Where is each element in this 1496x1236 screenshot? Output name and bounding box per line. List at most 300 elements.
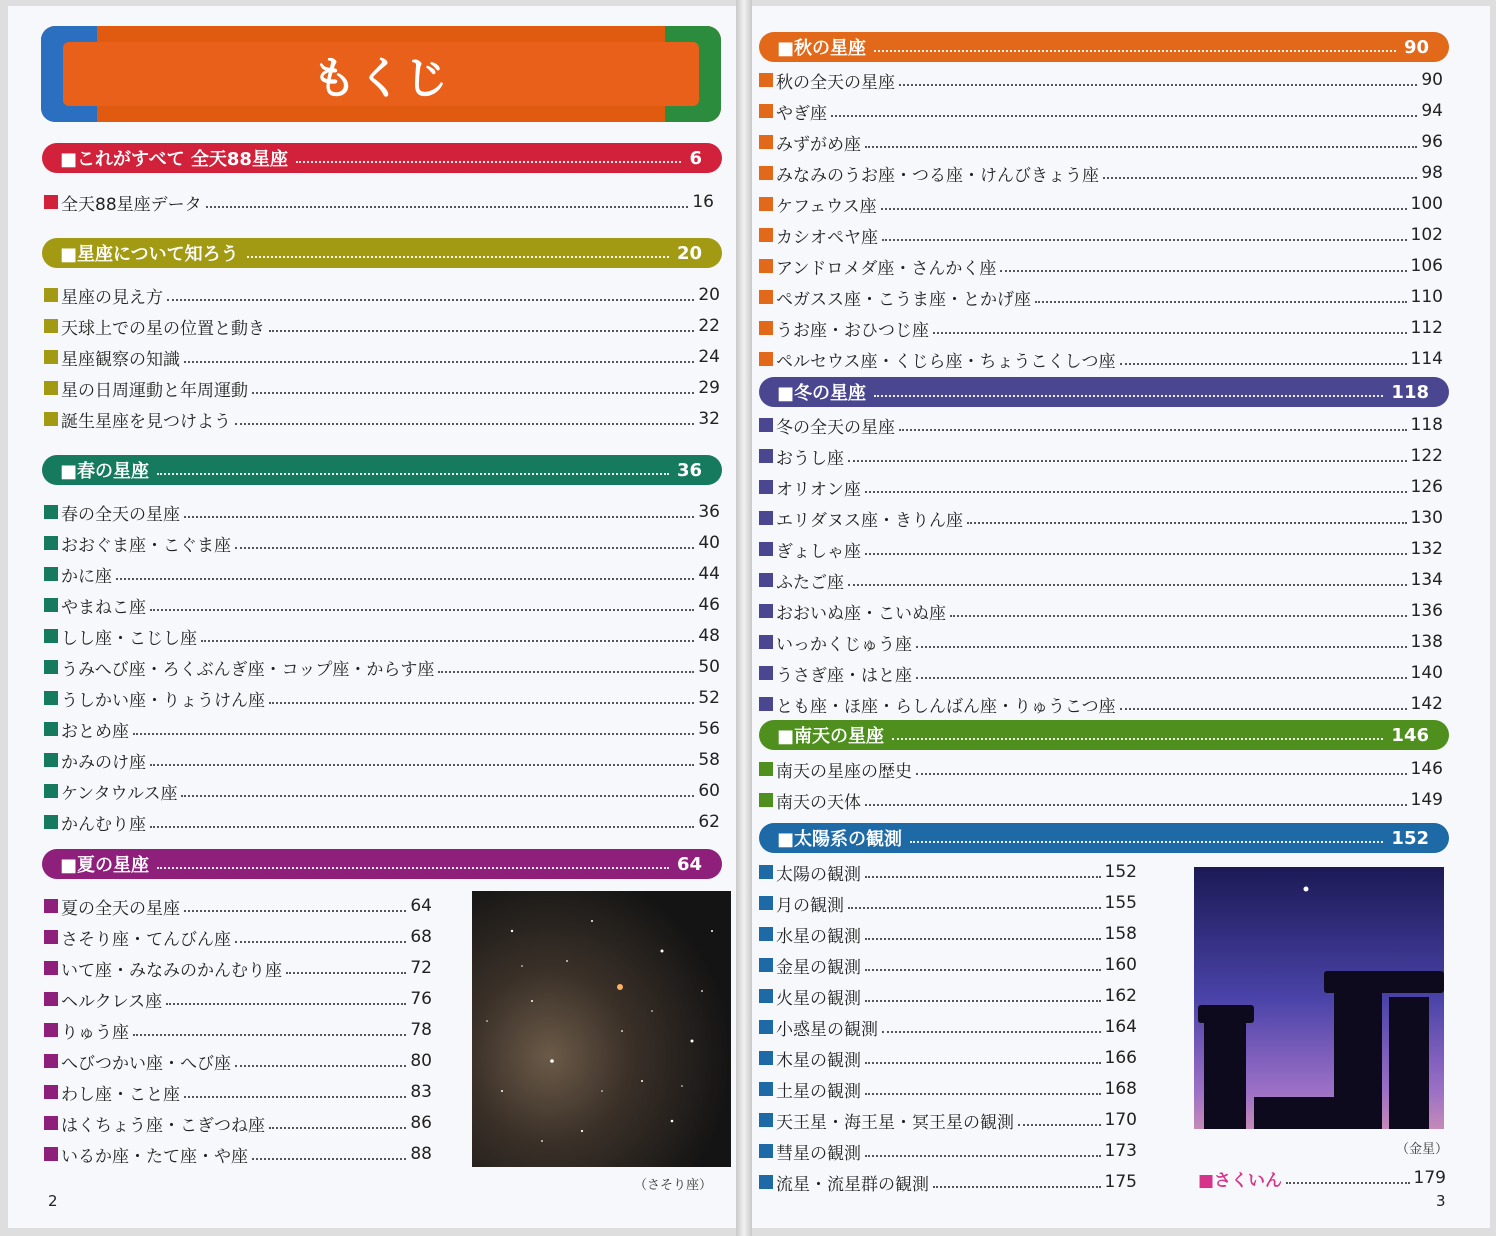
entry-page: 100 [1410, 194, 1443, 214]
leader-dots [1120, 708, 1407, 710]
entry-label: かに座 [61, 566, 112, 587]
bullet-square [759, 958, 773, 972]
entry-label: うお座・おひつじ座 [776, 320, 929, 341]
toc-entry[interactable] [759, 1168, 1137, 1196]
leader-dots [874, 50, 1396, 52]
bullet-square [759, 135, 773, 149]
toc-entry[interactable] [44, 1140, 432, 1168]
entry-page: 155 [1104, 893, 1137, 913]
bullet-square [44, 195, 58, 209]
entry-label: はくちょう座・こぎつね座 [61, 1115, 265, 1136]
toc-entry[interactable] [44, 312, 720, 340]
entry-page: 175 [1104, 1172, 1137, 1192]
bullet-square [44, 505, 58, 519]
entry-page: 32 [698, 409, 720, 429]
entry-label: おおぐま座・こぐま座 [61, 535, 231, 556]
bullet-square [759, 73, 773, 87]
leader-dots [865, 146, 1417, 148]
toc-entry[interactable] [759, 566, 1443, 594]
toc-entry[interactable] [44, 923, 432, 951]
entry-page: 162 [1104, 986, 1137, 1006]
bullet-square [44, 319, 58, 333]
leader-dots [1120, 363, 1407, 365]
entry-label: やぎ座 [776, 103, 827, 124]
entry-label: おうし座 [776, 448, 844, 469]
bullet-square [759, 259, 773, 273]
toc-entry[interactable] [44, 281, 720, 309]
bullet-square [759, 896, 773, 910]
entry-label: 全天88星座データ [61, 194, 202, 215]
toc-entry[interactable] [759, 659, 1443, 687]
entry-page: 48 [698, 626, 720, 646]
right-page [752, 6, 1490, 1228]
bullet-square [759, 228, 773, 242]
leader-dots [235, 423, 694, 425]
section-label: ■太陽系の観測 [777, 829, 903, 850]
bullet-square [44, 1023, 58, 1037]
bullet-square [44, 536, 58, 550]
bullet-square [44, 722, 58, 736]
entry-page: 164 [1104, 1017, 1137, 1037]
leader-dots [865, 1000, 1101, 1002]
entry-page: 86 [410, 1113, 432, 1133]
entry-label: 冬の全天の星座 [776, 417, 895, 438]
entry-page: 173 [1104, 1141, 1137, 1161]
toc-entry[interactable] [44, 188, 714, 216]
leader-dots [157, 867, 669, 869]
bullet-square [759, 1051, 773, 1065]
leader-dots [882, 1031, 1101, 1033]
entry-page: 166 [1104, 1048, 1137, 1068]
toc-entry[interactable] [759, 889, 1137, 917]
leader-dots [881, 208, 1407, 210]
bullet-square [44, 1054, 58, 1068]
leader-dots [184, 361, 694, 363]
entry-label: わし座・こと座 [61, 1084, 180, 1105]
entry-label: うしかい座・りょうけん座 [61, 690, 265, 711]
entry-page: 138 [1410, 632, 1443, 652]
entry-page: 94 [1421, 101, 1443, 121]
entry-page: 122 [1410, 446, 1443, 466]
entry-label: 春の全天の星座 [61, 504, 180, 525]
entry-label: 星の日周運動と年周運動 [61, 380, 248, 401]
entry-page: 44 [698, 564, 720, 584]
toc-entry[interactable] [44, 529, 720, 557]
leader-dots [133, 733, 694, 735]
entry-page: 149 [1410, 790, 1443, 810]
leader-dots [206, 206, 689, 208]
section-label: ■冬の星座 [777, 383, 867, 404]
toc-entry[interactable] [759, 755, 1443, 783]
leader-dots [269, 702, 694, 704]
leader-dots [252, 1158, 406, 1160]
toc-entry[interactable] [44, 954, 432, 982]
bullet-square [759, 290, 773, 304]
entry-label: 星座の見え方 [61, 287, 163, 308]
toc-entry[interactable] [759, 597, 1443, 625]
entry-label: ケンタウルス座 [61, 783, 178, 804]
toc-entry[interactable] [44, 622, 720, 650]
bullet-square [44, 350, 58, 364]
entry-label: へびつかい座・へび座 [61, 1053, 231, 1074]
leader-dots [157, 473, 669, 475]
leader-dots [150, 826, 694, 828]
bullet-square [759, 480, 773, 494]
entry-page: 146 [1410, 759, 1443, 779]
toc-entry[interactable] [759, 951, 1137, 979]
bullet-square [759, 1113, 773, 1127]
entry-page: 36 [698, 502, 720, 522]
leader-dots [1018, 1124, 1101, 1126]
leader-dots [167, 299, 694, 301]
toc-entry[interactable] [759, 1137, 1137, 1165]
leader-dots [1286, 1182, 1409, 1184]
bullet-square [44, 961, 58, 975]
entry-label: ぎょしゃ座 [776, 541, 861, 562]
entry-label: 秋の全天の星座 [776, 72, 895, 93]
entry-page: 136 [1410, 601, 1443, 621]
leader-dots [865, 1062, 1101, 1064]
entry-page: 52 [698, 688, 720, 708]
entry-label: いっかくじゅう座 [776, 634, 912, 655]
toc-entry[interactable] [759, 252, 1443, 280]
toc-entry[interactable] [759, 190, 1443, 218]
toc-entry[interactable] [44, 777, 720, 805]
entry-page: 16 [692, 192, 714, 212]
leader-dots [201, 640, 694, 642]
section-page: 36 [676, 459, 702, 481]
entry-label: 金星の観測 [776, 957, 861, 978]
entry-page: 106 [1410, 256, 1443, 276]
toc-entry[interactable] [759, 442, 1443, 470]
toc-entry[interactable] [759, 97, 1443, 125]
section-page: 152 [1391, 827, 1429, 849]
leader-dots [865, 1093, 1101, 1095]
leader-dots [865, 1155, 1101, 1157]
bullet-square [44, 753, 58, 767]
toc-entry[interactable] [759, 66, 1443, 94]
entry-page: 102 [1410, 225, 1443, 245]
entry-label: 太陽の観測 [776, 864, 861, 885]
scorpius-photo [472, 891, 731, 1167]
entry-label: とも座・ほ座・らしんばん座・りゅうこつ座 [776, 696, 1116, 717]
bullet-square [759, 927, 773, 941]
section-header[interactable] [759, 720, 1449, 750]
entry-page: 72 [410, 958, 432, 978]
entry-page: 46 [698, 595, 720, 615]
toc-entry[interactable] [44, 1109, 432, 1137]
bullet-square [759, 449, 773, 463]
entry-label: さそり座・てんびん座 [61, 929, 231, 950]
bullet-square [44, 288, 58, 302]
left-page [8, 6, 736, 1228]
toc-entry[interactable] [44, 892, 432, 920]
page-number: 3 [1436, 1192, 1446, 1210]
toc-entry[interactable] [44, 498, 720, 526]
leader-dots [150, 609, 694, 611]
venus-photo [1194, 867, 1444, 1129]
leader-dots [184, 516, 694, 518]
leader-dots [150, 764, 694, 766]
entry-page: 114 [1410, 349, 1443, 369]
toc-entry[interactable] [759, 1106, 1137, 1134]
bullet-square [759, 166, 773, 180]
entry-page: 24 [698, 347, 720, 367]
bullet-square [759, 542, 773, 556]
toc-entry[interactable] [44, 985, 432, 1013]
bullet-square [44, 930, 58, 944]
entry-label: 星座観察の知識 [61, 349, 180, 370]
entry-page: 22 [698, 316, 720, 336]
entry-page: 60 [698, 781, 720, 801]
bullet-square [44, 784, 58, 798]
entry-label: かみのけ座 [61, 752, 146, 773]
section-header[interactable] [759, 377, 1449, 407]
section-label: ■これがすべて 全天88星座 [60, 149, 288, 170]
toc-entry[interactable] [759, 1044, 1137, 1072]
entry-label: しし座・こじし座 [61, 628, 197, 649]
toc-entry[interactable] [759, 982, 1137, 1010]
entry-label: いるか座・たて座・や座 [61, 1146, 248, 1167]
entry-label: うさぎ座・はと座 [776, 665, 912, 686]
leader-dots [874, 395, 1383, 397]
bullet-square [759, 1144, 773, 1158]
bullet-square [759, 321, 773, 335]
leader-dots [916, 646, 1407, 648]
leader-dots [933, 332, 1407, 334]
entry-label: 木星の観測 [776, 1050, 861, 1071]
entry-label: 誕生星座を見つけよう [61, 411, 231, 432]
toc-entry[interactable] [759, 221, 1443, 249]
entry-page: 90 [1421, 70, 1443, 90]
leader-dots [916, 677, 1407, 679]
leader-dots [116, 578, 694, 580]
toc-entry[interactable] [44, 560, 720, 588]
leader-dots [848, 460, 1407, 462]
leader-dots [950, 615, 1407, 617]
entry-page: 62 [698, 812, 720, 832]
toc-entry[interactable] [759, 159, 1443, 187]
entry-label: いて座・みなみのかんむり座 [61, 960, 282, 981]
section-header[interactable] [42, 849, 722, 879]
bullet-square [44, 992, 58, 1006]
toc-entry[interactable] [44, 1078, 432, 1106]
page-number: 2 [48, 1192, 58, 1210]
bullet-square [44, 691, 58, 705]
leader-dots [848, 907, 1101, 909]
index-label: ■さくいん [1198, 1170, 1283, 1191]
bullet-square [44, 660, 58, 674]
toc-entry[interactable] [44, 374, 720, 402]
section-header[interactable] [42, 455, 722, 485]
section-label: ■夏の星座 [60, 855, 150, 876]
section-header[interactable] [42, 143, 722, 173]
toc-entry[interactable] [44, 746, 720, 774]
entry-label: みなみのうお座・つる座・けんびきょう座 [776, 165, 1099, 186]
entry-label: 水星の観測 [776, 926, 861, 947]
entry-label: ふたご座 [776, 572, 844, 593]
entry-page: 20 [698, 285, 720, 305]
leader-dots [831, 115, 1417, 117]
entry-label: やまねこ座 [61, 597, 146, 618]
leader-dots [269, 1127, 406, 1129]
entry-label: 土星の観測 [776, 1081, 861, 1102]
leader-dots [438, 671, 694, 673]
entry-page: 78 [410, 1020, 432, 1040]
entry-page: 80 [410, 1051, 432, 1071]
index-entry[interactable] [1198, 1164, 1446, 1192]
leader-dots [1103, 177, 1417, 179]
section-label: ■春の星座 [60, 461, 150, 482]
toc-entry[interactable] [44, 715, 720, 743]
toc-entry[interactable] [759, 345, 1443, 373]
toc-entry[interactable] [759, 504, 1443, 532]
entry-label: うみへび座・ろくぶんぎ座・コップ座・からす座 [61, 659, 435, 680]
toc-entry[interactable] [44, 1016, 432, 1044]
leader-dots [892, 738, 1383, 740]
toc-entry[interactable] [44, 405, 720, 433]
page-title: もくじ [312, 53, 450, 104]
bullet-square [759, 418, 773, 432]
bullet-square [44, 1147, 58, 1161]
toc-entry[interactable] [759, 1013, 1137, 1041]
toc-entry[interactable] [759, 920, 1137, 948]
index-page: 179 [1413, 1168, 1446, 1188]
entry-page: 140 [1410, 663, 1443, 683]
section-page: 146 [1391, 724, 1429, 746]
bullet-square [44, 815, 58, 829]
bullet-square [759, 635, 773, 649]
toc-entry[interactable] [759, 690, 1443, 718]
bullet-square [759, 666, 773, 680]
entry-page: 96 [1421, 132, 1443, 152]
leader-dots [235, 941, 406, 943]
toc-entry[interactable] [44, 343, 720, 371]
entry-label: 南天の天体 [776, 792, 861, 813]
toc-entry[interactable] [759, 858, 1137, 886]
bullet-square [759, 197, 773, 211]
toc-entry[interactable] [44, 1047, 432, 1075]
leader-dots [252, 392, 694, 394]
photo-caption: （さそり座） [634, 1178, 713, 1193]
toc-entry[interactable] [759, 314, 1443, 342]
toc-entry[interactable] [759, 1075, 1137, 1103]
toc-entry[interactable] [759, 628, 1443, 656]
entry-label: ヘルクレス座 [61, 991, 163, 1012]
toc-entry[interactable] [44, 653, 720, 681]
toc-entry[interactable] [759, 473, 1443, 501]
toc-entry[interactable] [759, 411, 1443, 439]
entry-page: 132 [1410, 539, 1443, 559]
bullet-square [759, 352, 773, 366]
leader-dots [181, 795, 694, 797]
entry-label: 小惑星の観測 [776, 1019, 878, 1040]
leader-dots [865, 969, 1101, 971]
entry-page: 112 [1410, 318, 1443, 338]
leader-dots [899, 84, 1417, 86]
section-label: ■南天の星座 [777, 726, 885, 747]
leader-dots [882, 239, 1407, 241]
bullet-square [44, 899, 58, 913]
bullet-square [44, 598, 58, 612]
entry-page: 68 [410, 927, 432, 947]
entry-page: 130 [1410, 508, 1443, 528]
bullet-square [759, 697, 773, 711]
entry-page: 168 [1104, 1079, 1137, 1099]
entry-label: みずがめ座 [776, 134, 861, 155]
section-page: 90 [1403, 36, 1429, 58]
leader-dots [247, 256, 669, 258]
section-page: 118 [1391, 381, 1429, 403]
leader-dots [899, 429, 1407, 431]
leader-dots [967, 522, 1407, 524]
leader-dots [184, 1096, 406, 1098]
toc-entry[interactable] [44, 591, 720, 619]
entry-page: 29 [698, 378, 720, 398]
toc-entry[interactable] [759, 786, 1443, 814]
leader-dots [916, 773, 1407, 775]
entry-page: 40 [698, 533, 720, 553]
entry-label: エリダヌス座・きりん座 [776, 510, 963, 531]
leader-dots [865, 804, 1407, 806]
entry-label: 彗星の観測 [776, 1143, 861, 1164]
toc-entry[interactable] [44, 808, 720, 836]
leader-dots [235, 547, 694, 549]
entry-label: カシオペヤ座 [776, 227, 878, 248]
section-header[interactable] [759, 823, 1449, 853]
bullet-square [44, 412, 58, 426]
entry-page: 142 [1410, 694, 1443, 714]
book-spine [736, 0, 752, 1236]
entry-label: ペガスス座・こうま座・とかげ座 [776, 289, 1031, 310]
bullet-square [759, 511, 773, 525]
entry-label: 月の観測 [776, 895, 844, 916]
entry-page: 126 [1410, 477, 1443, 497]
entry-label: 流星・流星群の観測 [776, 1174, 929, 1195]
entry-label: おとめ座 [61, 721, 129, 742]
leader-dots [235, 1065, 406, 1067]
toc-entry[interactable] [759, 535, 1443, 563]
bullet-square [44, 1085, 58, 1099]
section-header[interactable] [759, 32, 1449, 62]
entry-page: 152 [1104, 862, 1137, 882]
entry-page: 83 [410, 1082, 432, 1102]
entry-label: おおいぬ座・こいぬ座 [776, 603, 946, 624]
entry-page: 134 [1410, 570, 1443, 590]
entry-label: りゅう座 [61, 1022, 129, 1043]
bullet-square [759, 793, 773, 807]
entry-page: 160 [1104, 955, 1137, 975]
bullet-square [759, 1020, 773, 1034]
entry-label: 天王星・海王星・冥王星の観測 [776, 1112, 1014, 1133]
bullet-square [759, 1082, 773, 1096]
toc-entry[interactable] [44, 684, 720, 712]
leader-dots [166, 1003, 406, 1005]
toc-entry[interactable] [759, 128, 1443, 156]
bullet-square [759, 865, 773, 879]
bullet-square [759, 989, 773, 1003]
section-header[interactable] [42, 238, 722, 268]
entry-label: 天球上での星の位置と動き [61, 318, 265, 339]
bullet-square [44, 629, 58, 643]
bullet-square [759, 762, 773, 776]
leader-dots [933, 1186, 1101, 1188]
entry-page: 170 [1104, 1110, 1137, 1130]
entry-label: ケフェウス座 [776, 196, 877, 217]
bullet-square [759, 604, 773, 618]
entry-page: 76 [410, 989, 432, 1009]
toc-entry[interactable] [759, 283, 1443, 311]
